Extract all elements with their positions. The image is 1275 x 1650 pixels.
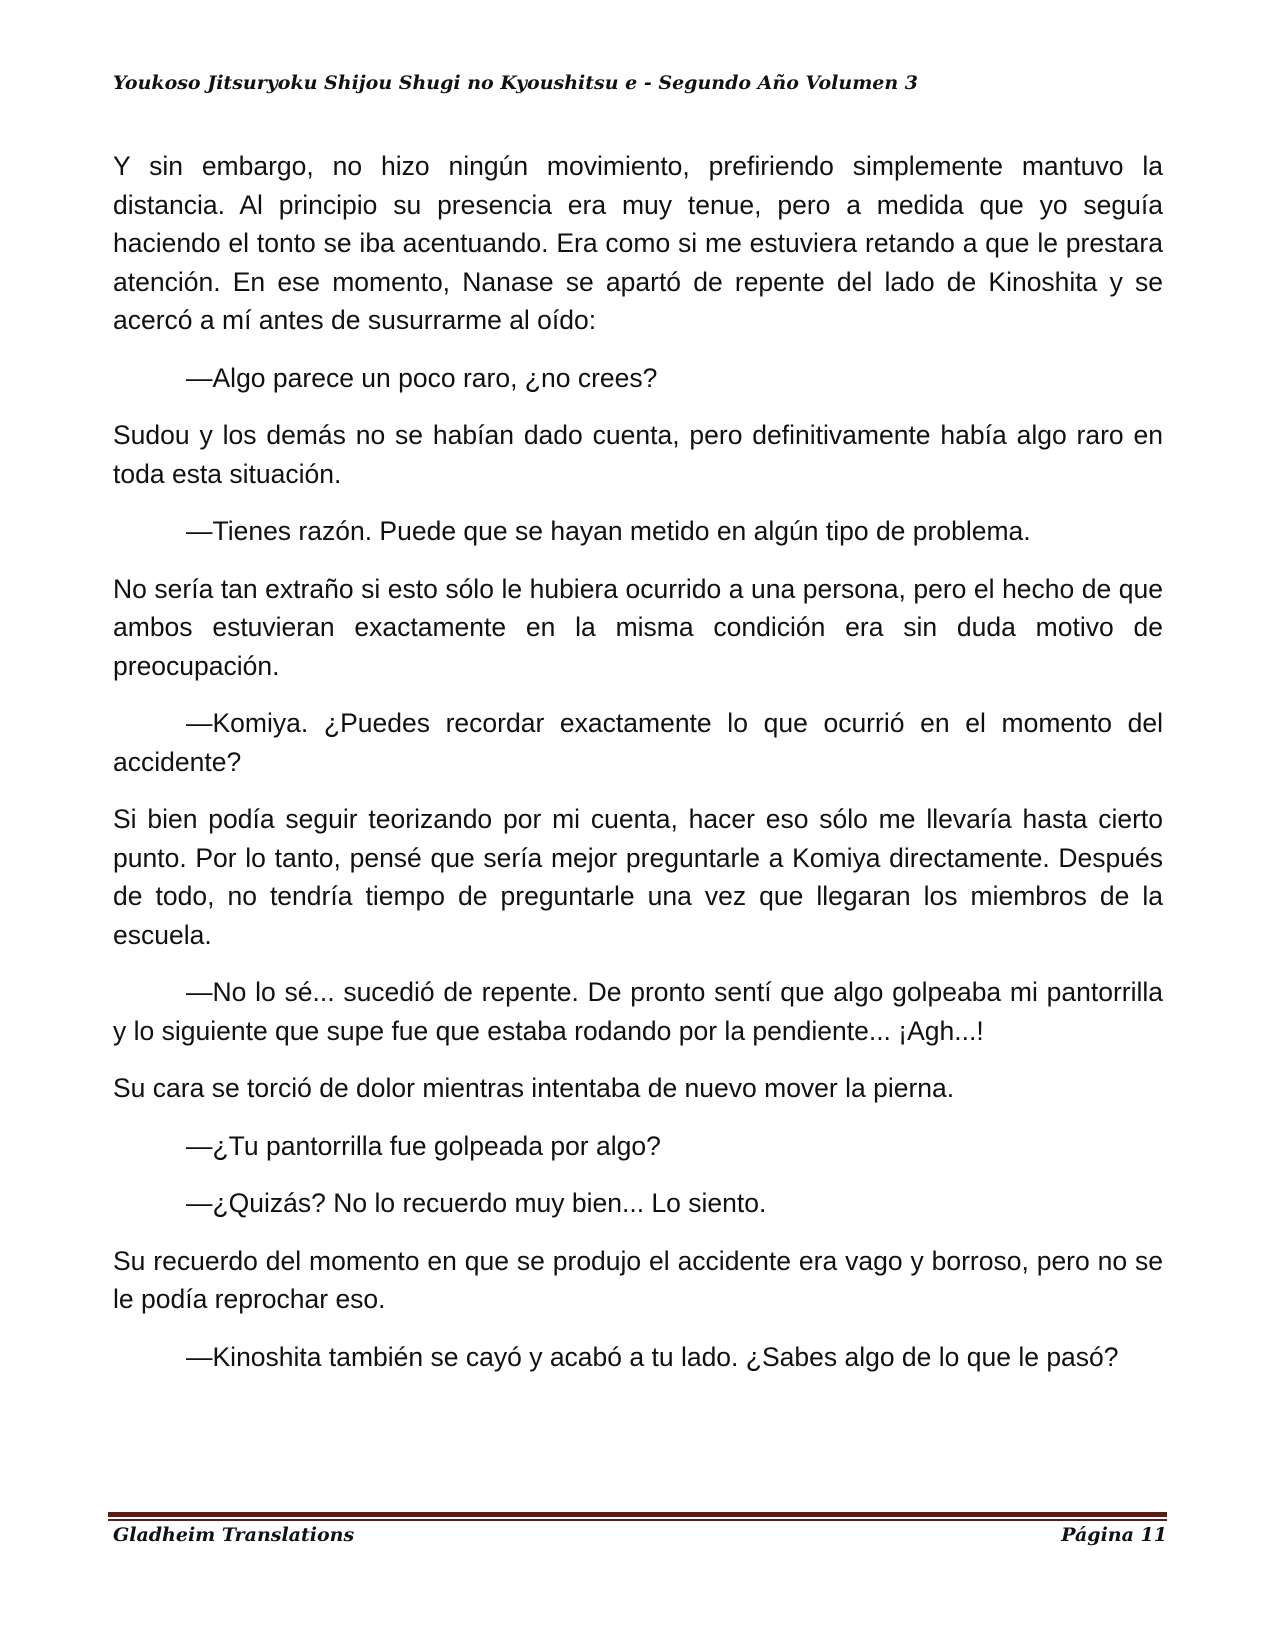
- footer-rule-thin: [108, 1519, 1167, 1521]
- dialogue-line: —¿Tu pantorrilla fue golpeada por algo?: [186, 1130, 661, 1161]
- paragraph: Sudou y los demás no se habían dado cuenta, pero definitivamente había algo raro en toda esta situación.: [113, 420, 1163, 489]
- footer-rule: [108, 1512, 1167, 1517]
- paragraph: Si bien podía seguir teorizando por mi cuenta, hacer eso sólo me llevaría hasta cierto punto. Por lo tanto, pensé que sería mejor preguntarle a Komiya directamente. Después de todo, no tendría tiempo de preguntarle una vez que llegaran los miembros de la escuela.: [113, 804, 1163, 950]
- paragraph: Su recuerdo del momento en que se produjo el accidente era vago y borroso, pero no se le podía reprochar eso.: [113, 1245, 1163, 1314]
- page-header-title: Youkoso Jitsuryoku Shijou Shugi no Kyoushitsu e - Segundo Año Volumen 3: [113, 72, 919, 94]
- paragraph: Y sin embargo, no hizo ningún movimiento, prefiriendo simplemente mantuvo la distancia. Al principio su presencia era muy tenue, pero a medida que yo seguía haciendo el tonto se iba acentuando. Era como si me estuviera retando a que le prestara atención. En ese momento, Nanase se apartó de repente del lado de Kinoshita y se acercó a mí antes de susurrarme al oído:: [113, 151, 1163, 335]
- dialogue-line: —Algo parece un poco raro, ¿no crees?: [186, 362, 658, 393]
- footer-credit: Gladheim Translations: [113, 1524, 355, 1546]
- dialogue-line: —Komiya. ¿Puedes recordar exactamente lo que ocurrió en el momento del accidente?: [113, 708, 1163, 777]
- dialogue-line: —Kinoshita también se cayó y acabó a tu lado. ¿Sabes algo de lo que le pasó?: [186, 1341, 1119, 1372]
- dialogue-line: —¿Quizás? No lo recuerdo muy bien... Lo siento.: [186, 1188, 767, 1218]
- paragraph: Su cara se torció de dolor mientras intentaba de nuevo mover la pierna.: [113, 1073, 955, 1103]
- page-number: Página 11: [1061, 1524, 1167, 1546]
- dialogue-line: —No lo sé... sucedió de repente. De pronto sentí que algo golpeaba mi pantorrilla y lo siguiente que supe fue que estaba rodando por la pendiente... ¡Agh...!: [113, 977, 1163, 1046]
- body-text: [113, 147, 1163, 1395]
- paragraph: No sería tan extraño si esto sólo le hubiera ocurrido a una persona, pero el hecho de que ambos estuvieran exactamente en la misma condición era sin duda motivo de preocupación.: [113, 573, 1163, 681]
- dialogue-line: —Tienes razón. Puede que se hayan metido en algún tipo de problema.: [186, 516, 1031, 546]
